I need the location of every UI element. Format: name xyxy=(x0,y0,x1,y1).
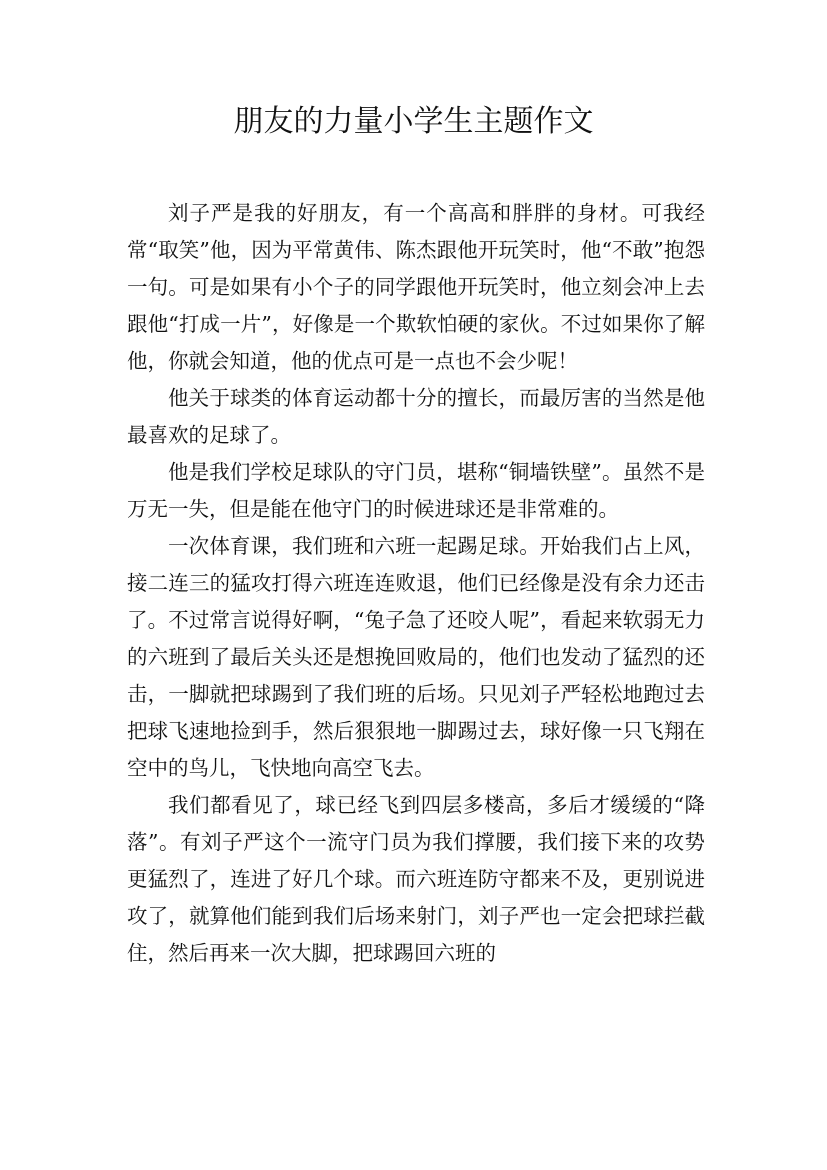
document-title: 朋友的力量小学生主题作文 xyxy=(233,104,594,139)
paragraph-2: 他关于球类的体育运动都十分的擅长，而最厉害的当然是他最喜欢的足球了。 xyxy=(127,386,705,447)
document-body xyxy=(127,195,705,972)
paragraph-5: 我们都看见了，球已经飞到四层多楼高，多后才缓缓的“降落”。有刘子严这个一流守门员为我们撑腰，我们接下来的攻势更猛烈了，连进了好几个球。而六班连防守都来不及，更别说进攻了，就算他们能到我们后场来射门，刘子严也一定会把球拦截住，然后再来一次大脚，把球踢回六班的 xyxy=(127,793,705,965)
paragraph-1: 刘子严是我的好朋友，有一个高高和胖胖的身材。可我经常“取笑”他，因为平常黄伟、陈杰跟他开玩笑时，他“不敢”抱怨一句。可是如果有小个子的同学跟他开玩笑时，他立刻会冲上去跟他“打成一片”，好像是一个欺软怕硬的家伙。不过如果你了解他，你就会知道，他的优点可是一点也不会少呢！ xyxy=(127,201,705,373)
paragraph-4: 一次体育课，我们班和六班一起踢足球。开始我们占上风，接二连三的猛攻打得六班连连败退，他们已经像是没有余力还击了。不过常言说得好啊，“兔子急了还咬人呢”，看起来软弱无力的六班到了最后关头还是想挽回败局的，他们也发动了猛烈的还击，一脚就把球踢到了我们班的后场。只见刘子严轻松地跑过去把球飞速地捡到手，然后狠狠地一脚踢过去，球好像一只飞翔在空中的鸟儿，飞快地向高空飞去。 xyxy=(127,534,705,780)
paragraph-3: 他是我们学校足球队的守门员，堪称“铜墙铁壁”。虽然不是万无一失，但是能在他守门的时候进球还是非常难的。 xyxy=(127,460,705,521)
